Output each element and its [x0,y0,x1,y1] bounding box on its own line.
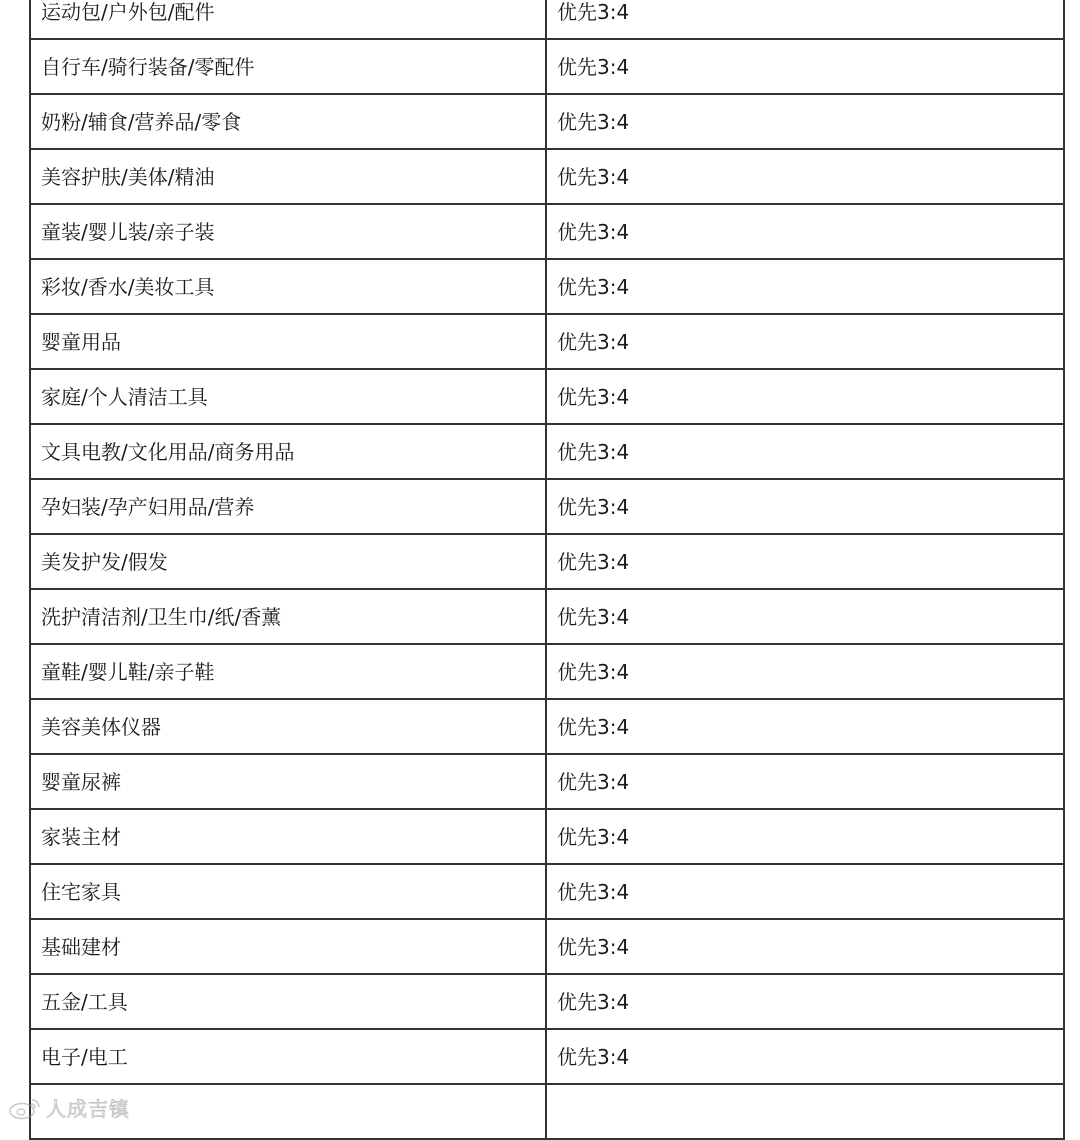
ratio-cell: 优先3:4 [546,589,1064,644]
table-row [30,864,1064,919]
ratio-cell: 优先3:4 [546,149,1064,204]
category-cell: 自行车/骑行装备/零配件 [30,39,546,94]
ratio-cell: 优先3:4 [546,699,1064,754]
category-cell: 美发护发/假发 [30,534,546,589]
category-cell: 家装主材 [30,809,546,864]
category-cell: 美容护肤/美体/精油 [30,149,546,204]
ratio-cell: 优先3:4 [546,1029,1064,1084]
ratio-cell: 优先3:4 [546,424,1064,479]
category-cell: 电子/电工 [30,1029,546,1084]
category-cell [30,1084,546,1139]
table-row [30,1029,1064,1084]
ratio-cell: 优先3:4 [546,754,1064,809]
table-row [30,1084,1064,1139]
ratio-cell: 优先3:4 [546,644,1064,699]
category-cell: 洗护清洁剂/卫生巾/纸/香薰 [30,589,546,644]
category-cell: 住宅家具 [30,864,546,919]
category-table-container [29,0,1063,1140]
table-row [30,424,1064,479]
category-cell: 美容美体仪器 [30,699,546,754]
table-row [30,314,1064,369]
category-cell: 童装/婴儿装/亲子装 [30,204,546,259]
table-row [30,259,1064,314]
table-row [30,149,1064,204]
table-row [30,0,1064,39]
table-row [30,699,1064,754]
category-cell: 家庭/个人清洁工具 [30,369,546,424]
table-row [30,754,1064,809]
ratio-cell: 优先3:4 [546,369,1064,424]
category-cell: 童鞋/婴儿鞋/亲子鞋 [30,644,546,699]
ratio-cell: 优先3:4 [546,974,1064,1029]
category-cell: 彩妆/香水/美妆工具 [30,259,546,314]
category-cell: 文具电教/文化用品/商务用品 [30,424,546,479]
ratio-cell: 优先3:4 [546,534,1064,589]
ratio-cell: 优先3:4 [546,39,1064,94]
category-cell: 运动包/户外包/配件 [30,0,546,39]
table-row [30,974,1064,1029]
ratio-cell: 优先3:4 [546,204,1064,259]
ratio-cell: 优先3:4 [546,94,1064,149]
ratio-cell: 优先3:4 [546,919,1064,974]
table-row [30,204,1064,259]
ratio-cell: 优先3:4 [546,479,1064,534]
table-row [30,644,1064,699]
category-cell: 婴童用品 [30,314,546,369]
ratio-cell: 优先3:4 [546,314,1064,369]
ratio-cell: 优先3:4 [546,259,1064,314]
table-row [30,919,1064,974]
category-cell: 五金/工具 [30,974,546,1029]
table-row [30,94,1064,149]
category-cell: 奶粉/辅食/营养品/零食 [30,94,546,149]
table-row [30,369,1064,424]
ratio-cell: 优先3:4 [546,0,1064,39]
category-cell: 基础建材 [30,919,546,974]
category-cell: 孕妇装/孕产妇用品/营养 [30,479,546,534]
table-row [30,479,1064,534]
watermark-text: 人成吉镇 [46,1097,130,1121]
category-cell: 婴童尿裤 [30,754,546,809]
ratio-cell: 优先3:4 [546,809,1064,864]
category-ratio-table [29,0,1065,1140]
table-row [30,39,1064,94]
ratio-cell [546,1084,1064,1139]
table-row [30,589,1064,644]
table-row [30,809,1064,864]
table-body [30,0,1064,1139]
ratio-cell: 优先3:4 [546,864,1064,919]
table-row [30,534,1064,589]
